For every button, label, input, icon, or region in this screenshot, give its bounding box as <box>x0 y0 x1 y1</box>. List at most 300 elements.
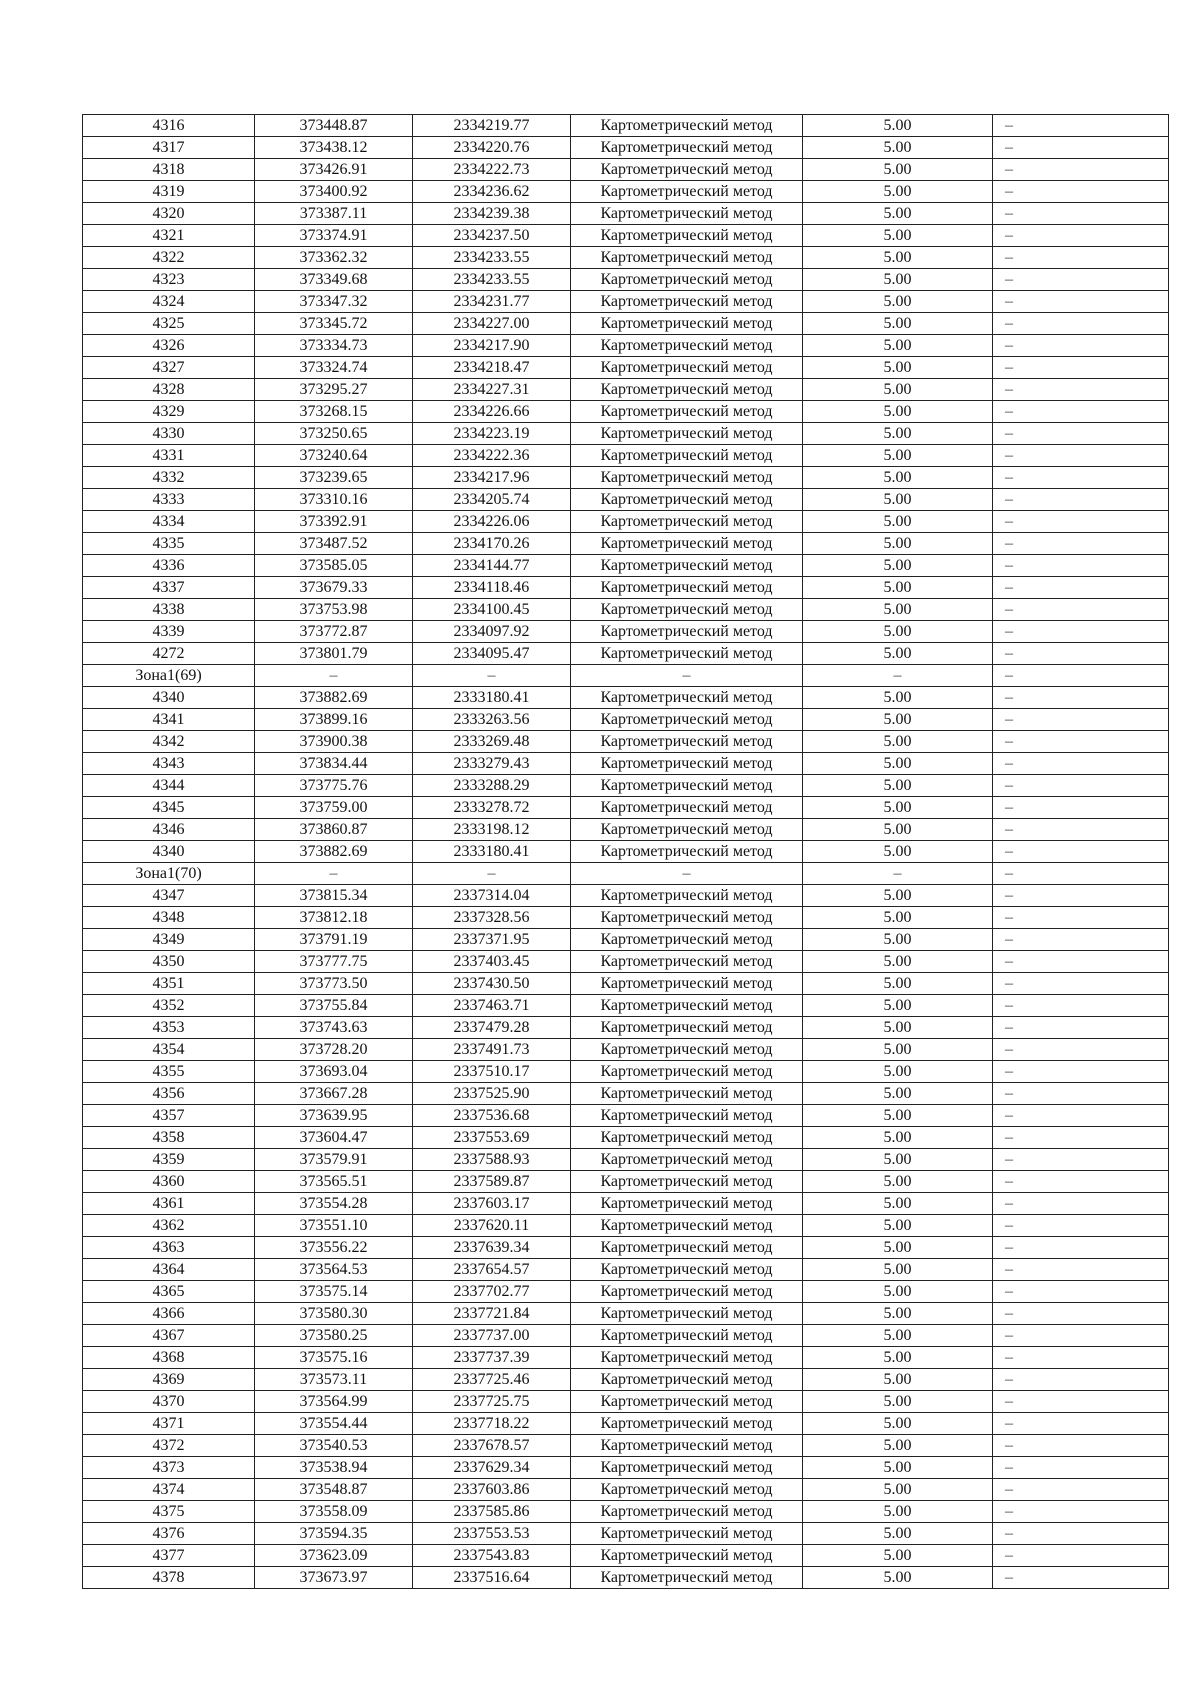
point-number-cell: 4347 <box>83 885 255 907</box>
point-number-cell: 4334 <box>83 511 255 533</box>
method-cell: Картометрический метод <box>571 313 803 335</box>
description-cell: – <box>993 1017 1169 1039</box>
description-cell: – <box>993 445 1169 467</box>
description-cell: – <box>993 115 1169 137</box>
table-row <box>83 1083 1169 1105</box>
y-coordinate-cell: 2337430.50 <box>413 973 571 995</box>
x-coordinate-cell: 373558.09 <box>255 1501 413 1523</box>
y-coordinate-cell: 2334237.50 <box>413 225 571 247</box>
description-cell: – <box>993 1061 1169 1083</box>
description-cell: – <box>993 533 1169 555</box>
x-coordinate-cell: 373772.87 <box>255 621 413 643</box>
method-cell: Картометрический метод <box>571 203 803 225</box>
table-row <box>83 687 1169 709</box>
y-coordinate-cell: 2334218.47 <box>413 357 571 379</box>
y-coordinate-cell: 2337543.83 <box>413 1545 571 1567</box>
table-row <box>83 1237 1169 1259</box>
method-cell: Картометрический метод <box>571 885 803 907</box>
x-coordinate-cell: 373575.14 <box>255 1281 413 1303</box>
description-cell: – <box>993 225 1169 247</box>
table-row <box>83 1523 1169 1545</box>
point-number-cell: 4368 <box>83 1347 255 1369</box>
x-coordinate-cell: 373623.09 <box>255 1545 413 1567</box>
method-cell: Картометрический метод <box>571 643 803 665</box>
accuracy-cell: 5.00 <box>803 1039 993 1061</box>
method-cell: Картометрический метод <box>571 1567 803 1589</box>
x-coordinate-cell: 373801.79 <box>255 643 413 665</box>
accuracy-cell: 5.00 <box>803 1149 993 1171</box>
point-number-cell: 4348 <box>83 907 255 929</box>
y-coordinate-cell: 2337718.22 <box>413 1413 571 1435</box>
description-cell: – <box>993 1567 1169 1589</box>
x-coordinate-cell: – <box>255 863 413 885</box>
y-coordinate-cell: 2334239.38 <box>413 203 571 225</box>
table-row <box>83 797 1169 819</box>
method-cell: Картометрический метод <box>571 797 803 819</box>
description-cell: – <box>993 951 1169 973</box>
point-number-cell: 4343 <box>83 753 255 775</box>
table-row <box>83 951 1169 973</box>
x-coordinate-cell: 373400.92 <box>255 181 413 203</box>
point-number-cell: 4369 <box>83 1369 255 1391</box>
table-row <box>83 1391 1169 1413</box>
y-coordinate-cell: 2337491.73 <box>413 1039 571 1061</box>
description-cell: – <box>993 159 1169 181</box>
y-coordinate-cell: 2333288.29 <box>413 775 571 797</box>
table-row <box>83 1281 1169 1303</box>
point-number-cell: 4355 <box>83 1061 255 1083</box>
accuracy-cell: – <box>803 863 993 885</box>
description-cell: – <box>993 885 1169 907</box>
description-cell: – <box>993 1193 1169 1215</box>
description-cell: – <box>993 973 1169 995</box>
point-number-cell: 4374 <box>83 1479 255 1501</box>
y-coordinate-cell: 2334095.47 <box>413 643 571 665</box>
x-coordinate-cell: 373565.51 <box>255 1171 413 1193</box>
coordinates-table <box>82 114 1169 1589</box>
description-cell: – <box>993 137 1169 159</box>
description-cell: – <box>993 643 1169 665</box>
table-row <box>83 1149 1169 1171</box>
y-coordinate-cell: 2334219.77 <box>413 115 571 137</box>
point-number-cell: 4318 <box>83 159 255 181</box>
y-coordinate-cell: 2337737.39 <box>413 1347 571 1369</box>
point-number-cell: 4326 <box>83 335 255 357</box>
accuracy-cell: 5.00 <box>803 797 993 819</box>
x-coordinate-cell: 373900.38 <box>255 731 413 753</box>
y-coordinate-cell: 2333269.48 <box>413 731 571 753</box>
accuracy-cell: 5.00 <box>803 357 993 379</box>
accuracy-cell: – <box>803 665 993 687</box>
table-row <box>83 137 1169 159</box>
x-coordinate-cell: 373240.64 <box>255 445 413 467</box>
description-cell: – <box>993 511 1169 533</box>
method-cell: Картометрический метод <box>571 555 803 577</box>
table-row <box>83 445 1169 467</box>
point-number-cell: 4362 <box>83 1215 255 1237</box>
point-number-cell: 4378 <box>83 1567 255 1589</box>
y-coordinate-cell: 2337721.84 <box>413 1303 571 1325</box>
table-row <box>83 753 1169 775</box>
point-number-cell: 4327 <box>83 357 255 379</box>
point-number-cell: Зона1(69) <box>83 665 255 687</box>
method-cell: Картометрический метод <box>571 1237 803 1259</box>
x-coordinate-cell: 373882.69 <box>255 687 413 709</box>
point-number-cell: 4376 <box>83 1523 255 1545</box>
table-row <box>83 115 1169 137</box>
description-cell: – <box>993 841 1169 863</box>
table-row <box>83 1567 1169 1589</box>
point-number-cell: 4371 <box>83 1413 255 1435</box>
table-row <box>83 907 1169 929</box>
y-coordinate-cell: 2334222.36 <box>413 445 571 467</box>
description-cell: – <box>993 379 1169 401</box>
accuracy-cell: 5.00 <box>803 467 993 489</box>
table-row <box>83 335 1169 357</box>
table-row <box>83 291 1169 313</box>
table-row <box>83 1501 1169 1523</box>
point-number-cell: 4341 <box>83 709 255 731</box>
point-number-cell: 4339 <box>83 621 255 643</box>
description-cell: – <box>993 1127 1169 1149</box>
accuracy-cell: 5.00 <box>803 1303 993 1325</box>
method-cell: Картометрический метод <box>571 1435 803 1457</box>
y-coordinate-cell: – <box>413 863 571 885</box>
point-number-cell: 4346 <box>83 819 255 841</box>
accuracy-cell: 5.00 <box>803 1083 993 1105</box>
description-cell: – <box>993 1479 1169 1501</box>
y-coordinate-cell: 2334236.62 <box>413 181 571 203</box>
table-row <box>83 929 1169 951</box>
y-coordinate-cell: 2334227.31 <box>413 379 571 401</box>
accuracy-cell: 5.00 <box>803 1435 993 1457</box>
accuracy-cell: 5.00 <box>803 401 993 423</box>
point-number-cell: Зона1(70) <box>83 863 255 885</box>
y-coordinate-cell: 2337725.75 <box>413 1391 571 1413</box>
point-number-cell: 4325 <box>83 313 255 335</box>
x-coordinate-cell: 373815.34 <box>255 885 413 907</box>
point-number-cell: 4320 <box>83 203 255 225</box>
description-cell: – <box>993 599 1169 621</box>
y-coordinate-cell: 2334226.66 <box>413 401 571 423</box>
accuracy-cell: 5.00 <box>803 907 993 929</box>
accuracy-cell: 5.00 <box>803 775 993 797</box>
method-cell: Картометрический метод <box>571 357 803 379</box>
table-row <box>83 1215 1169 1237</box>
table-row <box>83 599 1169 621</box>
description-cell: – <box>993 1391 1169 1413</box>
point-number-cell: 4342 <box>83 731 255 753</box>
y-coordinate-cell: 2337314.04 <box>413 885 571 907</box>
x-coordinate-cell: 373743.63 <box>255 1017 413 1039</box>
point-number-cell: 4377 <box>83 1545 255 1567</box>
accuracy-cell: 5.00 <box>803 335 993 357</box>
method-cell: Картометрический метод <box>571 1325 803 1347</box>
table-row <box>83 1017 1169 1039</box>
method-cell: Картометрический метод <box>571 775 803 797</box>
y-coordinate-cell: 2334227.00 <box>413 313 571 335</box>
method-cell: Картометрический метод <box>571 533 803 555</box>
method-cell: Картометрический метод <box>571 181 803 203</box>
accuracy-cell: 5.00 <box>803 841 993 863</box>
description-cell: – <box>993 995 1169 1017</box>
y-coordinate-cell: 2337516.64 <box>413 1567 571 1589</box>
accuracy-cell: 5.00 <box>803 599 993 621</box>
description-cell: – <box>993 753 1169 775</box>
y-coordinate-cell: 2337371.95 <box>413 929 571 951</box>
accuracy-cell: 5.00 <box>803 1369 993 1391</box>
method-cell: Картометрический метод <box>571 753 803 775</box>
accuracy-cell: 5.00 <box>803 379 993 401</box>
x-coordinate-cell: 373753.98 <box>255 599 413 621</box>
method-cell: Картометрический метод <box>571 599 803 621</box>
accuracy-cell: 5.00 <box>803 313 993 335</box>
point-number-cell: 4331 <box>83 445 255 467</box>
description-cell: – <box>993 907 1169 929</box>
accuracy-cell: 5.00 <box>803 1501 993 1523</box>
zone-header-row <box>83 863 1169 885</box>
y-coordinate-cell: 2333180.41 <box>413 687 571 709</box>
description-cell: – <box>993 665 1169 687</box>
description-cell: – <box>993 819 1169 841</box>
accuracy-cell: 5.00 <box>803 115 993 137</box>
description-cell: – <box>993 577 1169 599</box>
description-cell: – <box>993 1303 1169 1325</box>
x-coordinate-cell: 373667.28 <box>255 1083 413 1105</box>
description-cell: – <box>993 489 1169 511</box>
description-cell: – <box>993 1325 1169 1347</box>
table-row <box>83 533 1169 555</box>
x-coordinate-cell: 373387.11 <box>255 203 413 225</box>
y-coordinate-cell: 2334205.74 <box>413 489 571 511</box>
table-row <box>83 269 1169 291</box>
point-number-cell: 4323 <box>83 269 255 291</box>
table-row <box>83 225 1169 247</box>
point-number-cell: 4330 <box>83 423 255 445</box>
x-coordinate-cell: 373693.04 <box>255 1061 413 1083</box>
x-coordinate-cell: 373580.30 <box>255 1303 413 1325</box>
accuracy-cell: 5.00 <box>803 1391 993 1413</box>
table-row <box>83 1413 1169 1435</box>
point-number-cell: 4365 <box>83 1281 255 1303</box>
x-coordinate-cell: 373775.76 <box>255 775 413 797</box>
point-number-cell: 4338 <box>83 599 255 621</box>
description-cell: – <box>993 423 1169 445</box>
point-number-cell: 4337 <box>83 577 255 599</box>
table-row <box>83 841 1169 863</box>
accuracy-cell: 5.00 <box>803 973 993 995</box>
table-row <box>83 1435 1169 1457</box>
description-cell: – <box>993 181 1169 203</box>
accuracy-cell: 5.00 <box>803 1061 993 1083</box>
table-row <box>83 1479 1169 1501</box>
accuracy-cell: 5.00 <box>803 1413 993 1435</box>
description-cell: – <box>993 1413 1169 1435</box>
y-coordinate-cell: 2334217.96 <box>413 467 571 489</box>
y-coordinate-cell: 2337639.34 <box>413 1237 571 1259</box>
y-coordinate-cell: 2334231.77 <box>413 291 571 313</box>
point-number-cell: 4272 <box>83 643 255 665</box>
table-row <box>83 577 1169 599</box>
point-number-cell: 4336 <box>83 555 255 577</box>
table-row <box>83 1193 1169 1215</box>
accuracy-cell: 5.00 <box>803 819 993 841</box>
method-cell: Картометрический метод <box>571 1061 803 1083</box>
x-coordinate-cell: 373540.53 <box>255 1435 413 1457</box>
table-row <box>83 401 1169 423</box>
y-coordinate-cell: 2334217.90 <box>413 335 571 357</box>
point-number-cell: 4322 <box>83 247 255 269</box>
y-coordinate-cell: 2334144.77 <box>413 555 571 577</box>
table-row <box>83 775 1169 797</box>
description-cell: – <box>993 1369 1169 1391</box>
table-row <box>83 621 1169 643</box>
accuracy-cell: 5.00 <box>803 489 993 511</box>
x-coordinate-cell: 373295.27 <box>255 379 413 401</box>
accuracy-cell: 5.00 <box>803 1017 993 1039</box>
table-row <box>83 555 1169 577</box>
method-cell: Картометрический метод <box>571 511 803 533</box>
accuracy-cell: 5.00 <box>803 555 993 577</box>
method-cell: Картометрический метод <box>571 687 803 709</box>
method-cell: Картометрический метод <box>571 1413 803 1435</box>
table-row <box>83 1347 1169 1369</box>
x-coordinate-cell: 373579.91 <box>255 1149 413 1171</box>
method-cell: Картометрический метод <box>571 1479 803 1501</box>
x-coordinate-cell: 373324.74 <box>255 357 413 379</box>
accuracy-cell: 5.00 <box>803 269 993 291</box>
x-coordinate-cell: 373899.16 <box>255 709 413 731</box>
y-coordinate-cell: 2333180.41 <box>413 841 571 863</box>
point-number-cell: 4373 <box>83 1457 255 1479</box>
point-number-cell: 4328 <box>83 379 255 401</box>
method-cell: Картометрический метод <box>571 973 803 995</box>
point-number-cell: 4329 <box>83 401 255 423</box>
point-number-cell: 4358 <box>83 1127 255 1149</box>
table-row <box>83 1457 1169 1479</box>
y-coordinate-cell: 2337678.57 <box>413 1435 571 1457</box>
accuracy-cell: 5.00 <box>803 181 993 203</box>
y-coordinate-cell: 2337510.17 <box>413 1061 571 1083</box>
method-cell: Картометрический метод <box>571 445 803 467</box>
x-coordinate-cell: 373392.91 <box>255 511 413 533</box>
description-cell: – <box>993 1237 1169 1259</box>
table-row <box>83 1171 1169 1193</box>
coordinates-table-body <box>83 115 1169 1589</box>
point-number-cell: 4357 <box>83 1105 255 1127</box>
point-number-cell: 4335 <box>83 533 255 555</box>
method-cell: Картометрический метод <box>571 269 803 291</box>
description-cell: – <box>993 709 1169 731</box>
table-row <box>83 423 1169 445</box>
method-cell: Картометрический метод <box>571 1039 803 1061</box>
point-number-cell: 4353 <box>83 1017 255 1039</box>
y-coordinate-cell: 2337629.34 <box>413 1457 571 1479</box>
x-coordinate-cell: 373594.35 <box>255 1523 413 1545</box>
method-cell: Картометрический метод <box>571 379 803 401</box>
y-coordinate-cell: 2337463.71 <box>413 995 571 1017</box>
table-row <box>83 159 1169 181</box>
description-cell: – <box>993 1347 1169 1369</box>
y-coordinate-cell: 2333263.56 <box>413 709 571 731</box>
point-number-cell: 4317 <box>83 137 255 159</box>
description-cell: – <box>993 1545 1169 1567</box>
method-cell: Картометрический метод <box>571 291 803 313</box>
point-number-cell: 4363 <box>83 1237 255 1259</box>
description-cell: – <box>993 1105 1169 1127</box>
accuracy-cell: 5.00 <box>803 1479 993 1501</box>
y-coordinate-cell: 2333198.12 <box>413 819 571 841</box>
x-coordinate-cell: 373347.32 <box>255 291 413 313</box>
method-cell: Картометрический метод <box>571 1083 803 1105</box>
point-number-cell: 4366 <box>83 1303 255 1325</box>
method-cell: Картометрический метод <box>571 1523 803 1545</box>
x-coordinate-cell: 373585.05 <box>255 555 413 577</box>
accuracy-cell: 5.00 <box>803 1545 993 1567</box>
x-coordinate-cell: 373573.11 <box>255 1369 413 1391</box>
x-coordinate-cell: 373679.33 <box>255 577 413 599</box>
x-coordinate-cell: 373438.12 <box>255 137 413 159</box>
method-cell: Картометрический метод <box>571 1347 803 1369</box>
accuracy-cell: 5.00 <box>803 1259 993 1281</box>
description-cell: – <box>993 247 1169 269</box>
y-coordinate-cell: 2334118.46 <box>413 577 571 599</box>
method-cell: Картометрический метод <box>571 1457 803 1479</box>
table-row <box>83 247 1169 269</box>
x-coordinate-cell: 373268.15 <box>255 401 413 423</box>
table-row <box>83 467 1169 489</box>
accuracy-cell: 5.00 <box>803 423 993 445</box>
point-number-cell: 4367 <box>83 1325 255 1347</box>
method-cell: Картометрический метод <box>571 1105 803 1127</box>
table-row <box>83 1259 1169 1281</box>
x-coordinate-cell: 373334.73 <box>255 335 413 357</box>
y-coordinate-cell: 2334170.26 <box>413 533 571 555</box>
x-coordinate-cell: 373773.50 <box>255 973 413 995</box>
point-number-cell: 4370 <box>83 1391 255 1413</box>
x-coordinate-cell: 373575.16 <box>255 1347 413 1369</box>
description-cell: – <box>993 1083 1169 1105</box>
method-cell: Картометрический метод <box>571 489 803 511</box>
accuracy-cell: 5.00 <box>803 1171 993 1193</box>
description-cell: – <box>993 203 1169 225</box>
y-coordinate-cell: 2337702.77 <box>413 1281 571 1303</box>
x-coordinate-cell: 373791.19 <box>255 929 413 951</box>
y-coordinate-cell: 2333278.72 <box>413 797 571 819</box>
table-row <box>83 313 1169 335</box>
accuracy-cell: 5.00 <box>803 709 993 731</box>
x-coordinate-cell: 373812.18 <box>255 907 413 929</box>
accuracy-cell: 5.00 <box>803 533 993 555</box>
description-cell: – <box>993 1281 1169 1303</box>
x-coordinate-cell: 373345.72 <box>255 313 413 335</box>
method-cell: Картометрический метод <box>571 709 803 731</box>
method-cell: Картометрический метод <box>571 1017 803 1039</box>
point-number-cell: 4333 <box>83 489 255 511</box>
table-row <box>83 709 1169 731</box>
description-cell: – <box>993 621 1169 643</box>
description-cell: – <box>993 1435 1169 1457</box>
y-coordinate-cell: 2337589.87 <box>413 1171 571 1193</box>
description-cell: – <box>993 1149 1169 1171</box>
x-coordinate-cell: 373639.95 <box>255 1105 413 1127</box>
accuracy-cell: 5.00 <box>803 885 993 907</box>
accuracy-cell: 5.00 <box>803 1523 993 1545</box>
accuracy-cell: 5.00 <box>803 247 993 269</box>
x-coordinate-cell: 373777.75 <box>255 951 413 973</box>
point-number-cell: 4350 <box>83 951 255 973</box>
table-row <box>83 1545 1169 1567</box>
